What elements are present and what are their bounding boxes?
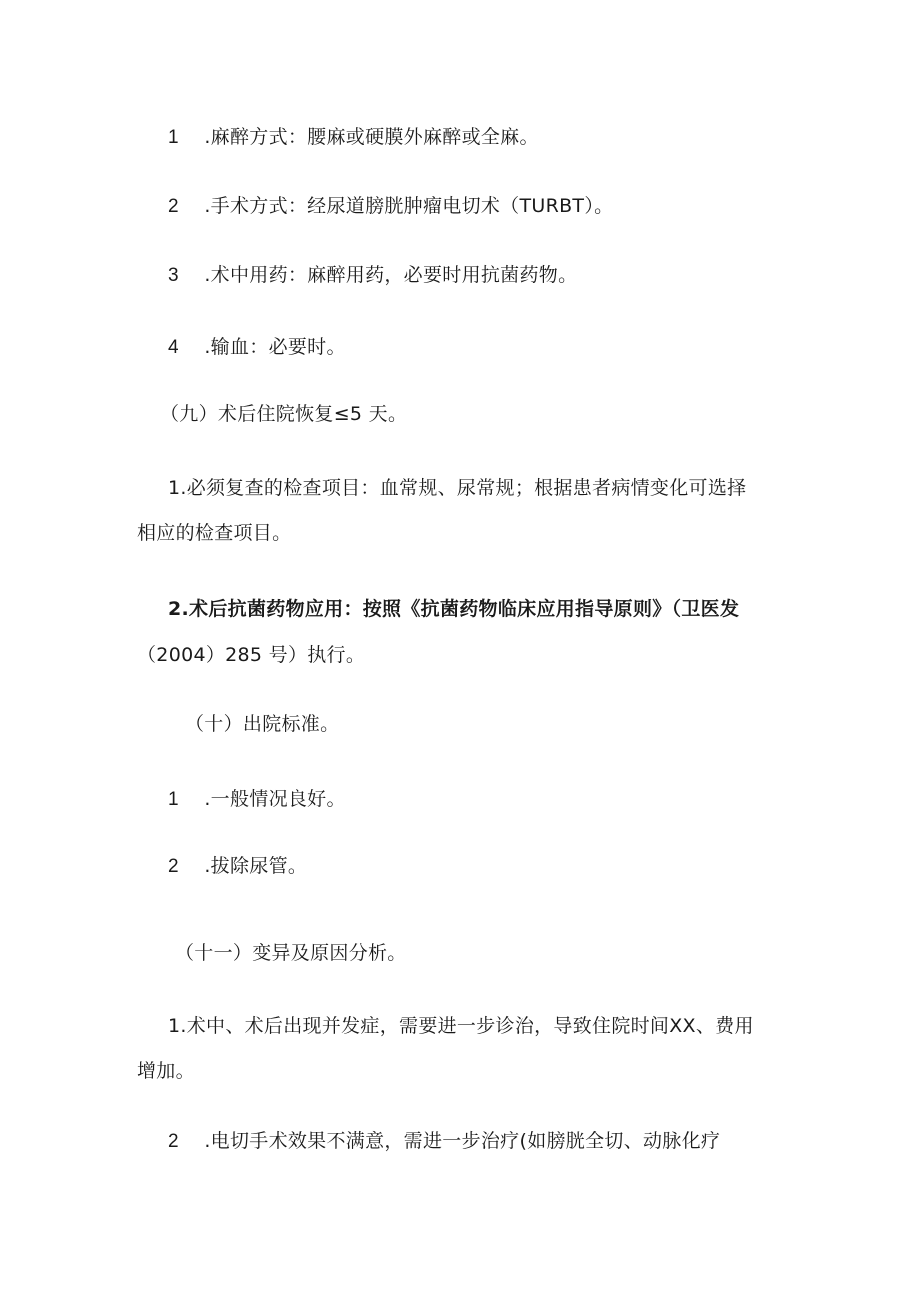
item-text: .手术方式：经尿道膀胱肿瘤电切术（TURBT）。 <box>198 195 614 217</box>
item-text: .输血：必要时。 <box>198 336 346 358</box>
list-item <box>168 334 346 361</box>
list-item <box>168 1128 720 1155</box>
item-text: .拔除尿管。 <box>198 855 308 877</box>
item-text: .术中用药：麻醉用药，必要时用抗菌药物。 <box>198 264 578 286</box>
item-number: 1 <box>168 789 179 810</box>
section-heading: （九）术后住院恢复≤5 天。 <box>160 403 408 425</box>
item-text: .电切手术效果不满意，需进一步治疗(如膀胱全切、动脉化疗 <box>198 1130 721 1152</box>
paragraph-line: 增加。 <box>137 1060 195 1082</box>
item-number: 4 <box>168 337 179 358</box>
section-heading: （十）出院标准。 <box>185 713 340 735</box>
paragraph-line: 相应的检查项目。 <box>137 522 292 544</box>
item-number: 2 <box>168 1131 179 1152</box>
paragraph-line: 2.术后抗菌药物应用：按照《抗菌药物临床应用指导原则》（卫医发 <box>168 598 740 620</box>
list-item <box>168 786 346 813</box>
item-text: .麻醉方式：腰麻或硬膜外麻醉或全麻。 <box>198 126 539 148</box>
paragraph-line: 1.术中、术后出现并发症，需要进一步诊治，导致住院时间XX、费用 <box>168 1015 754 1037</box>
item-number: 3 <box>168 265 179 286</box>
section-heading: （十一）变异及原因分析。 <box>175 942 407 964</box>
item-number: 2 <box>168 196 179 217</box>
item-text: .一般情况良好。 <box>198 788 346 810</box>
item-number: 1 <box>168 127 179 148</box>
paragraph-line: 1.必须复查的检查项目：血常规、尿常规；根据患者病情变化可选择 <box>168 477 747 499</box>
list-item <box>168 193 613 220</box>
list-item <box>168 262 577 289</box>
list-item <box>168 124 539 151</box>
item-number: 2 <box>168 856 179 877</box>
list-item <box>168 853 307 880</box>
paragraph-line: （2004）285 号）执行。 <box>137 644 366 666</box>
